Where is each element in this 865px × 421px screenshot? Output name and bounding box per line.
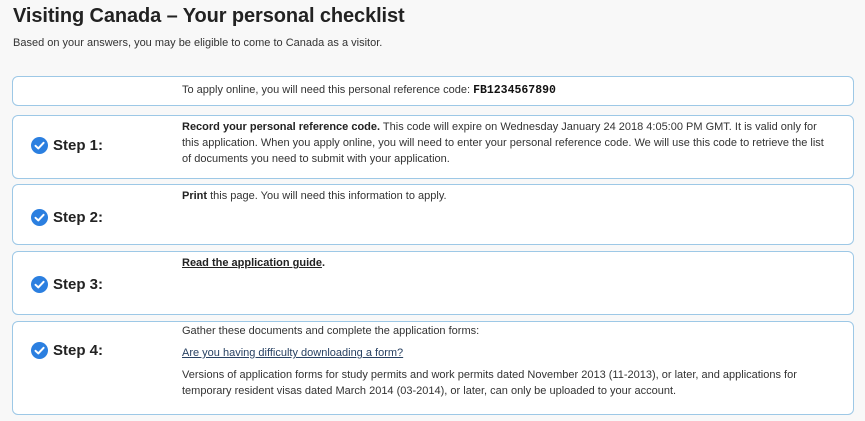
- step-2-panel: [12, 184, 854, 245]
- step-4-versions-note: Versions of application forms for study permits and work permits dated November 2013 (11-2013), or later, and applications for temporary resident visas dated March 2014 (03-2014), or later, can only be uploaded to your account.: [182, 369, 797, 397]
- download-help-link[interactable]: Are you having difficulty downloading a form?: [182, 347, 404, 359]
- step-2-label: [31, 209, 103, 226]
- reference-code-value: FB1234567890: [473, 84, 556, 97]
- step-2-title: Step 2:: [53, 209, 104, 226]
- reference-code-line: [182, 82, 827, 99]
- check-circle-icon: [31, 209, 48, 226]
- check-circle-icon: [31, 342, 48, 359]
- step-2-text: this page. You will need this information to apply.: [207, 190, 447, 202]
- step-3-content: [182, 255, 827, 271]
- check-circle-icon: [31, 137, 48, 154]
- page-subtitle: Based on your answers, you may be eligible to come to Canada as a visitor.: [13, 37, 383, 49]
- step-4-instructions: Gather these documents and complete the application forms:: [182, 325, 480, 337]
- check-circle-icon: [31, 276, 48, 293]
- step-2-bold-text: Print: [182, 190, 208, 202]
- step-4-panel: [12, 321, 854, 415]
- application-guide-link[interactable]: Read the application guide: [182, 257, 322, 269]
- step-1-label: [31, 137, 103, 154]
- step-1-text: This code will expire on Wednesday January 24 2018 4:05:00 PM GMT. It is valid only for this application. When you apply online, you will need to enter your personal reference code. We will use this code to retrieve the list of documents you need to submit with your application.: [182, 121, 824, 165]
- reference-code-panel: [12, 76, 854, 106]
- step-1-bold-text: Record your personal reference code.: [182, 121, 381, 133]
- step-3-label: [31, 276, 103, 293]
- reference-code-text: To apply online, you will need this personal reference code:: [182, 84, 471, 96]
- step-1-content: [182, 119, 827, 167]
- step-4-content: [182, 323, 827, 399]
- page-title: Visiting Canada – Your personal checklist: [13, 5, 405, 27]
- step-1-title: Step 1:: [53, 137, 104, 154]
- step-4-label: [31, 342, 103, 359]
- step-4-title: Step 4:: [53, 342, 104, 359]
- step-3-title: Step 3:: [53, 276, 104, 293]
- step-1-panel: [12, 115, 854, 179]
- step-2-content: [182, 188, 827, 204]
- step-3-panel: [12, 251, 854, 315]
- step-3-period: .: [321, 257, 326, 269]
